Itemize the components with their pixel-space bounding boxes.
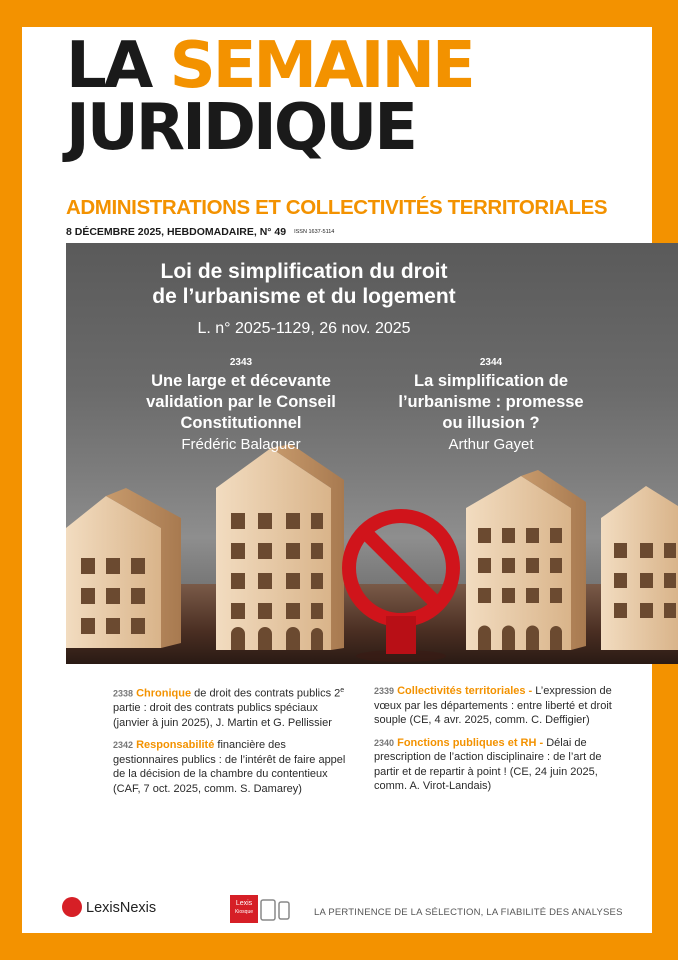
lexisnexis-logo: LexisNexis (62, 897, 156, 917)
lexisnexis-logo-icon (62, 897, 82, 917)
article-author: Frédéric Balaguer (181, 435, 301, 453)
prohibition-sign-icon (349, 516, 453, 662)
issn: ISSN 1637-5114 (294, 229, 335, 235)
masthead-juridique: JURIDIQUE (66, 91, 415, 165)
edition-subtitle: ADMINISTRATIONS ET COLLECTIVITÉS TERRITORIALES (66, 196, 608, 219)
toc-item-2338: 2338 Chronique de droit des contrats publics 2e partie : droit des contrats publics spéciaux (janvier à juin 2025), J. Martin et G. Pellissier (113, 687, 345, 729)
masthead-la: LA (66, 29, 151, 103)
hero-image (66, 243, 678, 664)
featured-article-2344 (371, 357, 611, 453)
dossier-title: Loi de simplification du droit de l’urbanisme et du logement (152, 260, 456, 308)
article-author: Arthur Gayet (448, 435, 534, 453)
lexis-kiosque-logo: Lexis Kiosque (230, 895, 258, 923)
article-number: 2344 (479, 357, 503, 368)
cover-footer (22, 895, 652, 933)
toc-item-2340: 2340 Fonctions publiques et RH - Délai de prescription de l’action disciplinaire : de l’art de partir et de repartir à point ! (CE, 24 juin 2025, comm. A. Virot-Landais) (374, 736, 602, 792)
toc-left-column (113, 684, 353, 804)
issue-date: 8 DÉCEMBRE 2025, HEBDOMADAIRE, N° 49 (66, 226, 287, 238)
wooden-houses-illustration (66, 418, 678, 664)
toc-item-2339: 2339 Collectivités territoriales - L’expression de vœux par les départements : entre liberté et droit souple (CE, 4 avr. 2025, comm. C. Deffigier) (374, 685, 612, 726)
tagline: LA PERTINENCE DE LA SÉLECTION, LA FIABILITÉ DES ANALYSES (314, 907, 623, 918)
law-reference: L. n° 2025-1129, 26 nov. 2025 (197, 320, 411, 337)
featured-article-2343 (121, 357, 361, 453)
article-number: 2343 (229, 357, 253, 368)
toc-right-column (374, 684, 622, 802)
toc-item-2342: 2342 Responsabilité financière des gestionnaires publics : de l’intérêt de faire appel de la décision de la chambre du contentieux (CAF, 7 oct. 2025, comm. S. Damarey) (113, 739, 346, 795)
article-title: La simplification de l’urbanisme : promesse ou illusion ? (398, 372, 584, 432)
masthead (66, 29, 473, 165)
masthead-semaine: SEMAINE (169, 29, 473, 103)
article-title: Une large et décevante validation par le Conseil Constitutionnel (146, 372, 336, 432)
devices-icon (260, 898, 304, 922)
issue-dateline (66, 226, 334, 238)
